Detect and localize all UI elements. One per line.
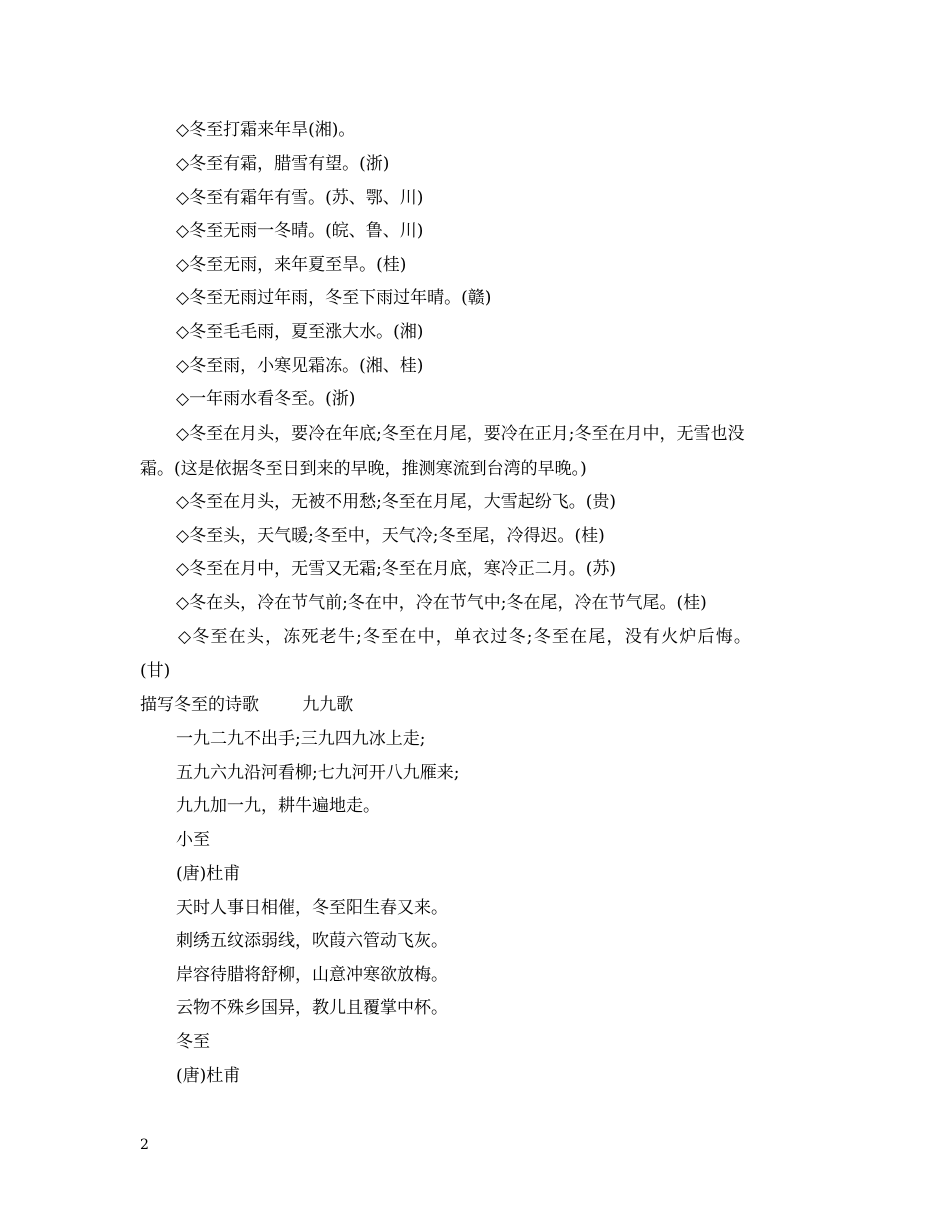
proverb-line: ◇冬至无雨过年雨，冬至下雨过年晴。(赣) (176, 288, 492, 308)
poem-line: 天时人事日相催，冬至阳生春又来。 (176, 898, 448, 918)
proverb-line: ◇冬至有霜年有雪。(苏、鄂、川) (176, 188, 424, 208)
proverb-line-continuation: (甘) (140, 661, 171, 681)
section-heading: 描写冬至的诗歌 九九歌 (140, 695, 354, 715)
poem-line: 一九二九不出手;三九四九冰上走; (176, 729, 426, 749)
poem-line: 岸容待腊将舒柳，山意冲寒欲放梅。 (176, 965, 448, 985)
proverb-line: ◇冬至在头，冻死老牛;冬至在中，单衣过冬;冬至在尾，没有火炉后悔。 (178, 627, 753, 647)
proverb-line: ◇冬至在月头，无被不用愁;冬至在月尾，大雪起纷飞。(贵) (176, 492, 617, 512)
proverb-line: ◇冬至有霜，腊雪有望。(浙) (176, 154, 390, 174)
proverb-line: ◇冬至无雨，来年夏至旱。(桂) (176, 255, 407, 275)
poem-line: 云物不殊乡国异，教儿且覆掌中杯。 (176, 998, 448, 1018)
page-number: 2 (140, 1137, 149, 1153)
proverb-line: ◇冬至在月头，要冷在年底;冬至在月尾，要冷在正月;冬至在月中，无雪也没 (176, 424, 745, 444)
poem-author: (唐)杜甫 (176, 864, 241, 884)
poem-title: 小至 (176, 830, 210, 850)
poem-title: 冬至 (176, 1032, 210, 1052)
proverb-line: ◇冬至毛毛雨，夏至涨大水。(湘) (176, 322, 424, 342)
proverb-line-continuation: 霜。(这是依据冬至日到来的早晚，推测寒流到台湾的早晚。) (140, 459, 587, 479)
proverb-line: ◇冬至雨，小寒见霜冻。(湘、桂) (176, 356, 424, 376)
poem-author: (唐)杜甫 (176, 1066, 241, 1086)
proverb-line: ◇冬至无雨一冬晴。(皖、鲁、川) (176, 221, 424, 241)
proverb-line: ◇冬至头，天气暖;冬至中，天气冷;冬至尾，冷得迟。(桂) (176, 526, 605, 546)
proverb-line: ◇冬至在月中，无雪又无霜;冬至在月底，寒冷正二月。(苏) (176, 559, 617, 579)
proverb-line: ◇冬至打霜来年旱(湘)。 (176, 120, 356, 140)
poem-line: 九九加一九，耕牛遍地走。 (176, 796, 380, 816)
poem-line: 刺绣五纹添弱线，吹葭六管动飞灰。 (176, 931, 448, 951)
proverb-line: ◇一年雨水看冬至。(浙) (176, 389, 356, 409)
proverb-line: ◇冬在头，冷在节气前;冬在中，冷在节气中;冬在尾，冷在节气尾。(桂) (176, 593, 707, 613)
poem-line: 五九六九沿河看柳;七九河开八九雁来; (176, 763, 460, 783)
